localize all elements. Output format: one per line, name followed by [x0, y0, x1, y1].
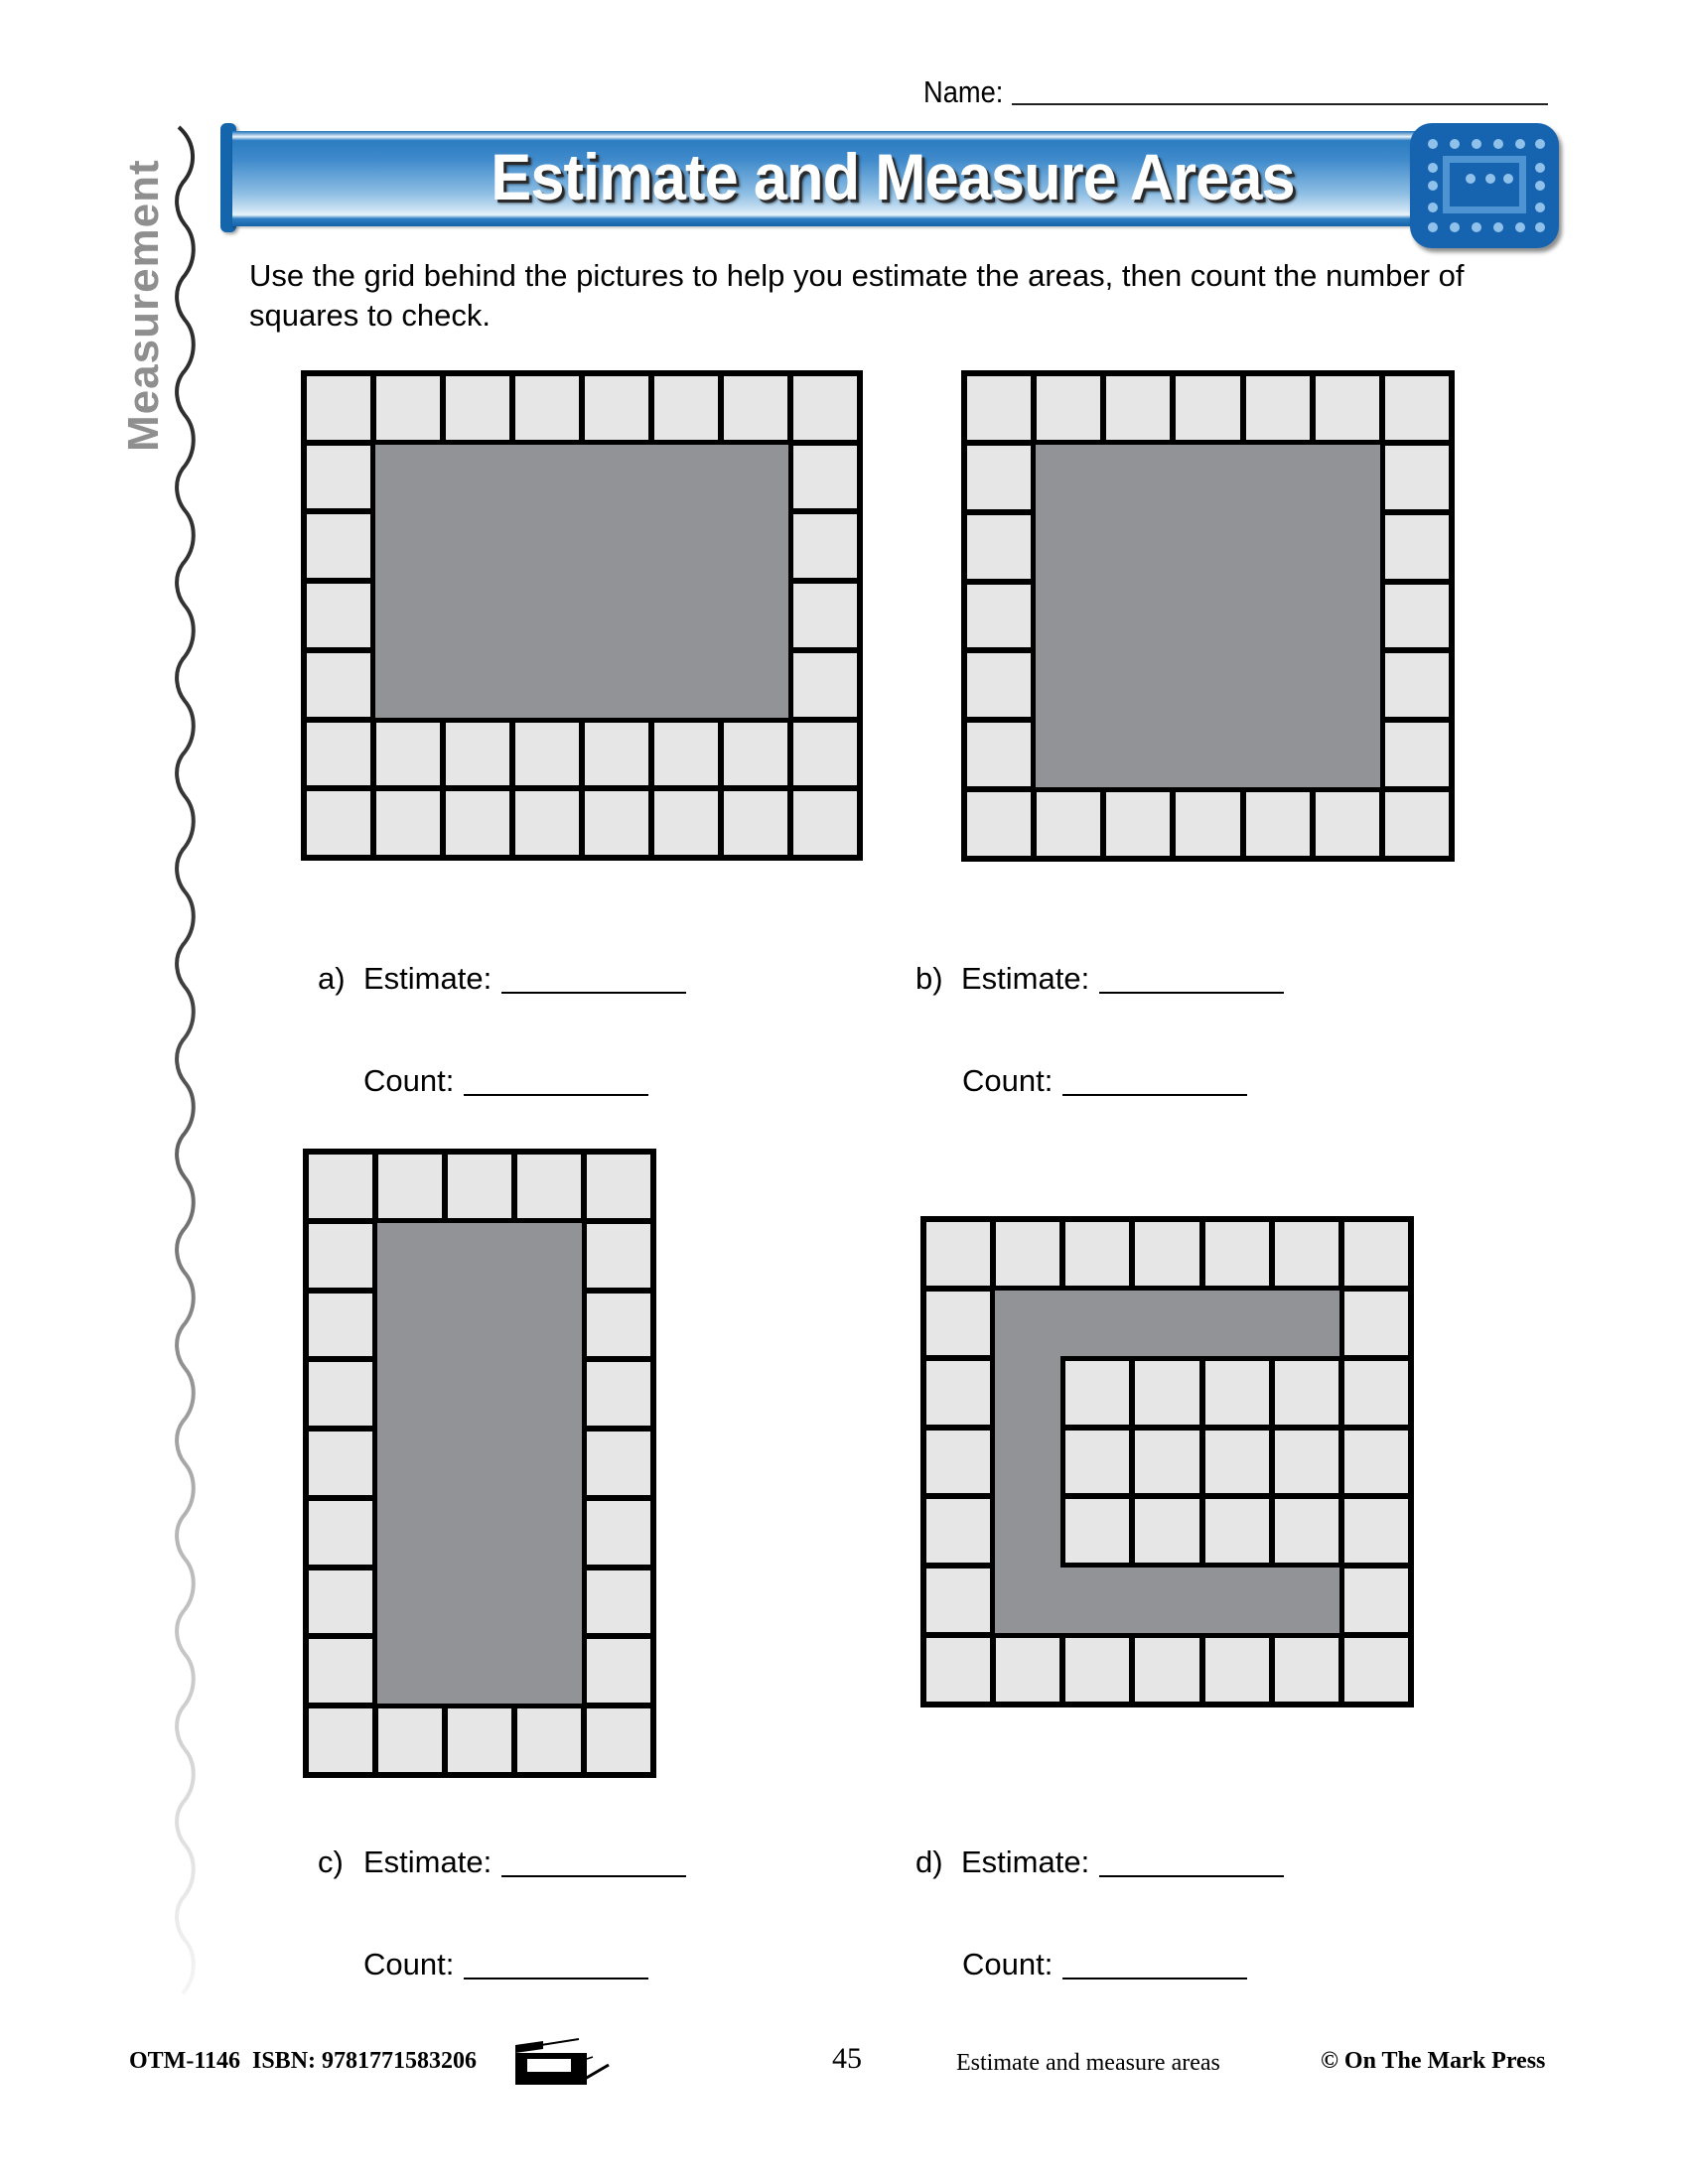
grid-cell [967, 376, 1031, 440]
badge-dot [1503, 174, 1513, 184]
grid-cell [1205, 1638, 1269, 1702]
badge-dot [1472, 222, 1481, 232]
exercise-letter-a: a) [318, 961, 346, 996]
count-label: Count: [962, 1063, 1054, 1098]
badge-dot [1428, 203, 1438, 212]
area-grid-d [920, 1216, 1414, 1707]
grid-cell [926, 1431, 990, 1494]
grid-cell [309, 1639, 372, 1703]
grid-cell [378, 1708, 442, 1772]
estimate-b-input[interactable] [1099, 992, 1284, 994]
grid-cell [1037, 792, 1100, 856]
grid-cell [309, 1708, 372, 1772]
grid-cell [1135, 1361, 1198, 1425]
shaded-shape [377, 1223, 582, 1704]
grid-cell [793, 653, 857, 717]
badge-dot [1428, 181, 1438, 191]
grid-cell [1344, 1569, 1408, 1632]
count-b-input[interactable] [1062, 1094, 1247, 1096]
grid-cell [309, 1155, 372, 1218]
grid-cell [1385, 515, 1449, 579]
grid-cell [967, 792, 1031, 856]
grid-cell [996, 1638, 1059, 1702]
grid-cell [1344, 1361, 1408, 1425]
grid-cell [1275, 1638, 1338, 1702]
grid-cell [926, 1569, 990, 1632]
count-a-input[interactable] [464, 1094, 648, 1096]
grid-cell [587, 1639, 650, 1703]
grid-cell [309, 1362, 372, 1426]
grid-cell [654, 376, 718, 440]
section-tab-label: Measurement [119, 159, 168, 452]
answer-c-estimate [318, 1844, 686, 1880]
grid-cell [1065, 1431, 1129, 1494]
grid-cell [587, 1432, 650, 1495]
footer-code-isbn: OTM-1146 ISBN: 9781771583206 [129, 2048, 478, 2074]
grid-cell [587, 1362, 650, 1426]
estimate-label: Estimate: [961, 961, 1090, 996]
grid-cell [517, 1708, 581, 1772]
grid-cell [1246, 376, 1310, 440]
grid-cell [793, 446, 857, 509]
grid-cell [967, 446, 1031, 509]
grid-cell [307, 514, 370, 578]
badge-dot [1515, 139, 1525, 149]
grid-cell [1344, 1638, 1408, 1702]
grid-cell [1344, 1499, 1408, 1563]
grid-cell [1065, 1222, 1129, 1286]
answer-b-count [962, 1063, 1247, 1099]
grid-cell [587, 1501, 650, 1565]
grid-cell [926, 1222, 990, 1286]
grid-cell [1106, 792, 1170, 856]
grid-cell [585, 723, 648, 786]
badge-dot [1535, 203, 1545, 212]
grid-cell [724, 791, 787, 855]
badge-dot [1535, 139, 1545, 149]
grid-cell [967, 653, 1031, 717]
grid-cell [585, 376, 648, 440]
grid-cell [515, 791, 579, 855]
area-grid-badge-icon [1410, 123, 1559, 248]
area-grid-a [301, 370, 863, 861]
area-grid-b [961, 370, 1455, 862]
grid-cell [793, 791, 857, 855]
badge-dot [1493, 139, 1503, 149]
grid-cell [515, 376, 579, 440]
estimate-label: Estimate: [363, 1844, 492, 1879]
grid-cell [996, 1222, 1059, 1286]
title-banner [220, 123, 1561, 234]
badge-dot [1450, 222, 1460, 232]
answer-c-count [363, 1947, 648, 1982]
grid-cell [309, 1432, 372, 1495]
grid-cell [654, 791, 718, 855]
count-label: Count: [363, 1947, 455, 1981]
grid-cell [1385, 446, 1449, 509]
grid-cell [378, 1155, 442, 1218]
grid-cell [587, 1708, 650, 1772]
count-d-input[interactable] [1062, 1978, 1247, 1979]
grid-cell [1135, 1638, 1198, 1702]
grid-cell [654, 723, 718, 786]
grid-cell [1275, 1499, 1338, 1563]
grid-cell [793, 723, 857, 786]
name-label: Name: [923, 74, 1004, 109]
page-title: Estimate and Measure Areas [491, 140, 1295, 213]
grid-cell [307, 584, 370, 647]
name-field[interactable] [923, 69, 1548, 109]
grid-cell [446, 376, 509, 440]
grid-cell [926, 1292, 990, 1355]
grid-cell [376, 791, 440, 855]
grid-cell [1344, 1292, 1408, 1355]
grid-cell [515, 723, 579, 786]
badge-dot [1466, 174, 1476, 184]
answer-a-count [363, 1063, 648, 1099]
grid-cell [309, 1501, 372, 1565]
grid-cell [1205, 1431, 1269, 1494]
grid-cell [448, 1155, 511, 1218]
area-grid-c [303, 1149, 656, 1778]
grid-cell [1275, 1222, 1338, 1286]
estimate-label: Estimate: [363, 961, 492, 996]
grid-cell [309, 1224, 372, 1288]
badge-dot [1450, 139, 1460, 149]
grid-cell [926, 1499, 990, 1563]
badge-dot [1428, 222, 1438, 232]
badge-dot [1428, 139, 1438, 149]
count-label: Count: [363, 1063, 455, 1098]
grid-cell [587, 1294, 650, 1357]
grid-cell [1205, 1222, 1269, 1286]
grid-cell [376, 376, 440, 440]
badge-dot [1535, 163, 1545, 173]
grid-cell [793, 584, 857, 647]
grid-cell [793, 376, 857, 440]
grid-cell [1205, 1499, 1269, 1563]
footer-page-title: Estimate and measure areas [956, 2050, 1220, 2076]
grid-cell [587, 1570, 650, 1634]
badge-dot [1428, 163, 1438, 173]
answer-b-estimate [915, 961, 1284, 997]
grid-cell [1246, 792, 1310, 856]
grid-cell [587, 1224, 650, 1288]
wavy-margin-line-icon [171, 119, 211, 2025]
badge-inner-rect [1443, 156, 1526, 213]
badge-dot [1493, 222, 1503, 232]
grid-cell [1176, 792, 1239, 856]
grid-cell [1205, 1361, 1269, 1425]
grid-cell [1385, 792, 1449, 856]
grid-cell [587, 1155, 650, 1218]
grid-cell [1065, 1499, 1129, 1563]
grid-cell [1385, 723, 1449, 786]
grid-cell [1135, 1222, 1198, 1286]
grid-cell [307, 791, 370, 855]
shaded-shape [375, 445, 788, 718]
grid-cell [517, 1155, 581, 1218]
grid-cell [793, 514, 857, 578]
count-c-input[interactable] [464, 1978, 648, 1979]
grid-cell [1275, 1361, 1338, 1425]
grid-cell [967, 723, 1031, 786]
grid-cell [1385, 653, 1449, 717]
grid-cell [1275, 1431, 1338, 1494]
answer-d-estimate [915, 1844, 1284, 1880]
page-number: 45 [832, 2042, 862, 2075]
exercise-letter-c: c) [318, 1844, 344, 1879]
photocopier-icon [513, 2035, 613, 2090]
badge-dot [1535, 181, 1545, 191]
grid-cell [448, 1708, 511, 1772]
shaded-shape [995, 1568, 1339, 1633]
name-input-line[interactable] [1012, 103, 1548, 105]
grid-cell [309, 1294, 372, 1357]
grid-cell [1344, 1431, 1408, 1494]
grid-cell [926, 1638, 990, 1702]
answer-d-count [962, 1947, 1247, 1982]
footer-copyright: © On The Mark Press [1321, 2048, 1546, 2074]
grid-cell [724, 376, 787, 440]
badge-dot [1515, 222, 1525, 232]
answer-a-estimate [318, 961, 686, 997]
grid-cell [446, 791, 509, 855]
grid-cell [1106, 376, 1170, 440]
count-label: Count: [962, 1947, 1054, 1981]
estimate-d-input[interactable] [1099, 1875, 1284, 1877]
grid-cell [1065, 1361, 1129, 1425]
grid-cell [967, 585, 1031, 648]
grid-cell [1344, 1222, 1408, 1286]
grid-cell [1176, 376, 1239, 440]
instructions-text: Use the grid behind the pictures to help you estimate the areas, then count the number of squares to check. [249, 258, 1465, 333]
grid-cell [307, 723, 370, 786]
grid-cell [1385, 376, 1449, 440]
banner-bar [232, 131, 1553, 226]
grid-cell [724, 723, 787, 786]
grid-cell [307, 446, 370, 509]
exercise-letter-d: d) [915, 1844, 943, 1879]
grid-cell [585, 791, 648, 855]
grid-cell [1037, 376, 1100, 440]
grid-cell [309, 1570, 372, 1634]
grid-cell [376, 723, 440, 786]
shaded-shape [1036, 445, 1380, 787]
grid-cell [1385, 585, 1449, 648]
grid-cell [1135, 1431, 1198, 1494]
grid-cell [1316, 792, 1379, 856]
grid-cell [1135, 1499, 1198, 1563]
grid-cell [307, 376, 370, 440]
grid-cell [967, 515, 1031, 579]
grid-cell [1065, 1638, 1129, 1702]
grid-cell [926, 1361, 990, 1425]
exercise-letter-b: b) [915, 961, 943, 996]
grid-cell [446, 723, 509, 786]
grid-cell [307, 653, 370, 717]
estimate-a-input[interactable] [501, 992, 686, 994]
estimate-c-input[interactable] [501, 1875, 686, 1877]
grid-cell [1316, 376, 1379, 440]
badge-dot [1535, 222, 1545, 232]
badge-dot [1472, 139, 1481, 149]
badge-dot [1485, 174, 1495, 184]
estimate-label: Estimate: [961, 1844, 1090, 1879]
